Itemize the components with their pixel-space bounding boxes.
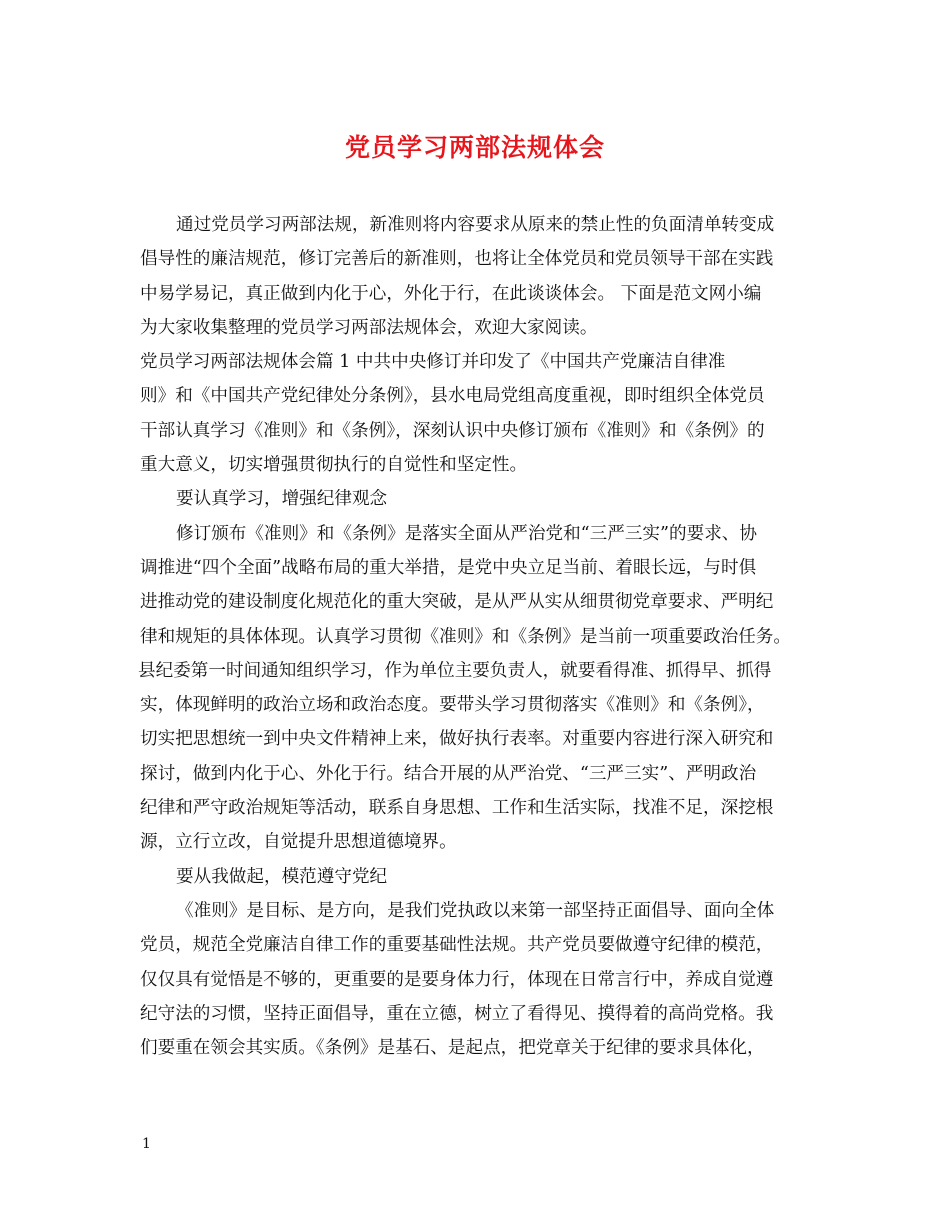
body-line: 党员，规范全党廉洁自律工作的重要基础性法规。共产党员要做遵守纪律的模范， [140,935,774,956]
body-line: 党员学习两部法规体会篇 1 中共中央修订并印发了《中国共产党廉洁自律准 [140,352,726,373]
body-line: 县纪委第一时间通知组织学习，作为单位主要负责人，就要看得准、抓得早、抓得 [138,660,772,681]
body-line: 倡导性的廉洁规范，修订完善后的新准则，也将让全体党员和党员领导干部在实践 [140,249,774,270]
body-line: 调推进“四个全面”战略布局的重大举措，是党中央立足当前、着眼长远，与时俱 [140,557,757,578]
body-line: 修订颁布《准则》和《条例》是落实全面从严治党和“三严三实”的要求、协 [176,523,757,544]
body-line: 《准则》是目标、是方向，是我们党执政以来第一部坚持正面倡导、面向全体 [176,900,775,921]
body-line: 探讨，做到内化于心、外化于行。结合开展的从严治党、“三严三实”、严明政治 [140,763,757,784]
body-line: 中易学易记，真正做到内化于心，外化于行，在此谈谈体会。 下面是范文网小编 [140,283,762,304]
body-line: 进推动党的建设制度化规范化的重大突破，是从严从实从细贯彻党章要求、严明纪 [140,592,774,613]
body-line: 干部认真学习《准则》和《条例》，深刻认识中央修订颁布《准则》和《条例》的 [140,420,765,441]
body-line: 切实把思想统一到中央文件精神上来，做好执行表率。对重要内容进行深入研究和 [140,729,774,750]
body-line: 们要重在领会其实质。《条例》是基石、是起点，把党章关于纪律的要求具体化， [140,1038,765,1059]
body-line: 纪守法的习惯，坚持正面倡导，重在立德，树立了看得见、摸得着的高尚党格。我 [140,1003,774,1024]
document-title: 党员学习两部法规体会 [344,133,605,162]
body-line: 律和规矩的具体体现。认真学习贯彻《准则》和《条例》是当前一项重要政治任务。 [140,626,791,647]
body-line: 通过党员学习两部法规，新准则将内容要求从原来的禁止性的负面清单转变成 [176,215,775,235]
body-line: 要认真学习，增强纪律观念 [176,489,388,510]
body-line: 纪律和严守政治规矩等活动，联系自身思想、工作和生活实际，找准不足，深挖根 [140,798,774,819]
page-number: 1 [142,1136,151,1152]
body-line: 要从我做起，模范遵守党纪 [176,866,388,887]
document-body [140,208,820,1065]
body-line: 仅仅具有觉悟是不够的，更重要的是要身体力行，体现在日常言行中，养成自觉遵 [140,969,774,990]
body-line: 重大意义，切实增强贯彻执行的自觉性和坚定性。 [140,455,528,476]
body-line: 为大家收集整理的党员学习两部法规体会，欢迎大家阅读。 [140,317,598,338]
body-line: 实，体现鲜明的政治立场和政治态度。要带头学习贯彻落实《准则》和《条例》， [140,695,765,716]
body-line: 则》和《中国共产党纪律处分条例》，县水电局党组高度重视，即时组织全体党员 [140,386,765,407]
body-line: 源，立行立改，自觉提升思想道德境界。 [140,832,457,853]
